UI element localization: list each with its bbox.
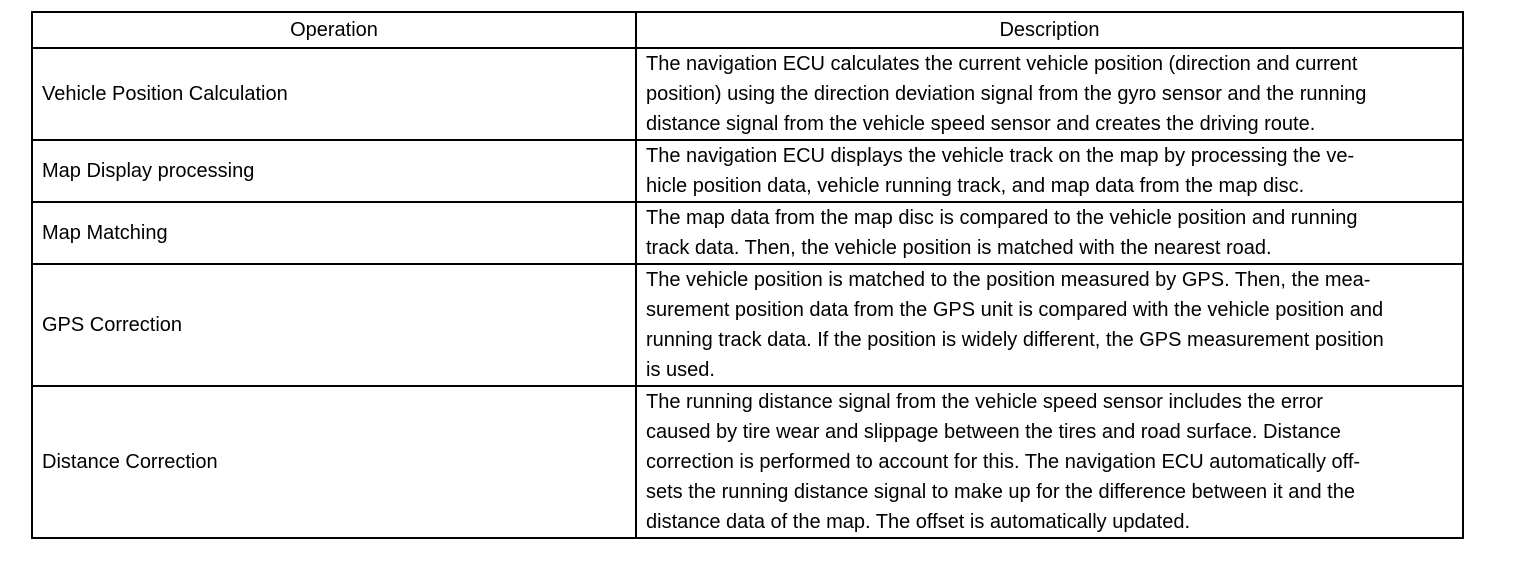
table-row: [32, 264, 1463, 386]
description-line: surement position data from the GPS unit is compared with the vehicle position and: [646, 299, 1384, 321]
table-row: [32, 386, 1463, 538]
description-line: distance data of the map. The offset is automatically updated.: [646, 511, 1191, 533]
description-line: The running distance signal from the vehicle speed sensor includes the error: [646, 391, 1324, 413]
operation-cell: Distance Correction: [32, 386, 636, 538]
description-line: The navigation ECU displays the vehicle track on the map by processing the ve-: [646, 145, 1355, 167]
description-line: is used.: [646, 359, 715, 381]
description-cell: [636, 202, 1463, 264]
operation-cell: GPS Correction: [32, 264, 636, 386]
description-line: running track data. If the position is widely different, the GPS measurement position: [646, 329, 1384, 351]
description-line: hicle position data, vehicle running track, and map data from the map disc.: [646, 175, 1305, 197]
description-cell: [636, 48, 1463, 140]
description-line: track data. Then, the vehicle position is matched with the nearest road.: [646, 237, 1272, 259]
operation-cell: Map Matching: [32, 202, 636, 264]
description-line: The vehicle position is matched to the position measured by GPS. Then, the mea-: [646, 269, 1371, 291]
description-line: position) using the direction deviation signal from the gyro sensor and the running: [646, 83, 1367, 105]
description-cell: [636, 264, 1463, 386]
description-cell: [636, 140, 1463, 202]
description-line: sets the running distance signal to make up for the difference between it and the: [646, 481, 1355, 503]
description-line: correction is performed to account for this. The navigation ECU automatically off-: [646, 451, 1361, 473]
description-line: The map data from the map disc is compared to the vehicle position and running: [646, 207, 1358, 229]
table-header-row: [32, 12, 1463, 48]
operation-cell: Vehicle Position Calculation: [32, 48, 636, 140]
header-description: Description: [636, 12, 1463, 48]
description-line: distance signal from the vehicle speed sensor and creates the driving route.: [646, 113, 1316, 135]
operations-table: [31, 11, 1464, 539]
table-row: [32, 140, 1463, 202]
description-line: The navigation ECU calculates the current vehicle position (direction and current: [646, 53, 1358, 75]
description-line: caused by tire wear and slippage between the tires and road surface. Distance: [646, 421, 1341, 443]
description-cell: [636, 386, 1463, 538]
header-operation: Operation: [32, 12, 636, 48]
operation-cell: Map Display processing: [32, 140, 636, 202]
table-row: [32, 202, 1463, 264]
table-row: [32, 48, 1463, 140]
